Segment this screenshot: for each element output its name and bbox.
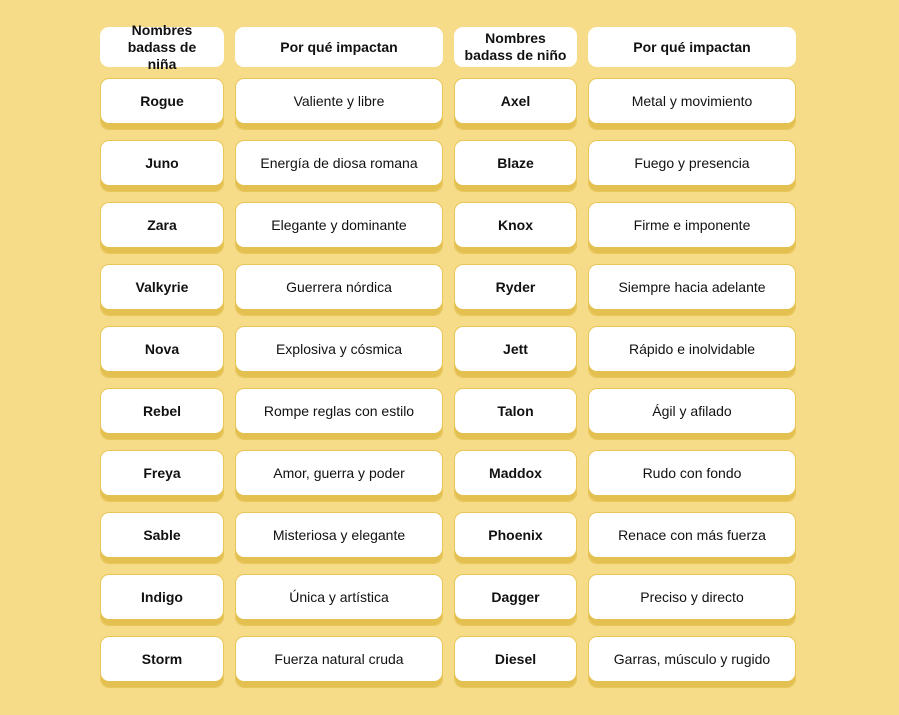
reason-cell: Fuego y presencia (588, 140, 796, 192)
reason-cell: Amor, guerra y poder (235, 450, 443, 502)
reason-cell: Única y artística (235, 574, 443, 626)
reason-cell: Energía de diosa romana (235, 140, 443, 192)
header-cell: Por qué impactan (588, 27, 796, 67)
name-cell: Juno (100, 140, 224, 192)
header-cell: Nombres badass de niño (454, 27, 577, 67)
name-cell: Dagger (454, 574, 577, 626)
name-cell: Storm (100, 636, 224, 688)
name-cell: Zara (100, 202, 224, 254)
reason-cell: Rudo con fondo (588, 450, 796, 502)
reason-cell: Guerrera nórdica (235, 264, 443, 316)
name-cell: Rogue (100, 78, 224, 130)
name-cell: Blaze (454, 140, 577, 192)
reason-cell: Metal y movimiento (588, 78, 796, 130)
reason-cell: Elegante y dominante (235, 202, 443, 254)
reason-cell: Explosiva y cósmica (235, 326, 443, 378)
reason-cell: Ágil y afilado (588, 388, 796, 440)
name-cell: Talon (454, 388, 577, 440)
name-cell: Maddox (454, 450, 577, 502)
reason-cell: Preciso y directo (588, 574, 796, 626)
name-cell: Ryder (454, 264, 577, 316)
name-cell: Jett (454, 326, 577, 378)
reason-cell: Rápido e inolvidable (588, 326, 796, 378)
name-cell: Indigo (100, 574, 224, 626)
name-cell: Nova (100, 326, 224, 378)
reason-cell: Siempre hacia adelante (588, 264, 796, 316)
reason-cell: Renace con más fuerza (588, 512, 796, 564)
name-cell: Valkyrie (100, 264, 224, 316)
reason-cell: Valiente y libre (235, 78, 443, 130)
name-cell: Axel (454, 78, 577, 130)
name-cell: Sable (100, 512, 224, 564)
name-cell: Knox (454, 202, 577, 254)
reason-cell: Rompe reglas con estilo (235, 388, 443, 440)
header-cell: Nombres badass de niña (100, 27, 224, 67)
reason-cell: Firme e imponente (588, 202, 796, 254)
reason-cell: Fuerza natural cruda (235, 636, 443, 688)
name-cell: Phoenix (454, 512, 577, 564)
reason-cell: Misteriosa y elegante (235, 512, 443, 564)
reason-cell: Garras, músculo y rugido (588, 636, 796, 688)
names-table (100, 21, 796, 698)
name-cell: Freya (100, 450, 224, 502)
header-cell: Por qué impactan (235, 27, 443, 67)
name-cell: Rebel (100, 388, 224, 440)
name-cell: Diesel (454, 636, 577, 688)
